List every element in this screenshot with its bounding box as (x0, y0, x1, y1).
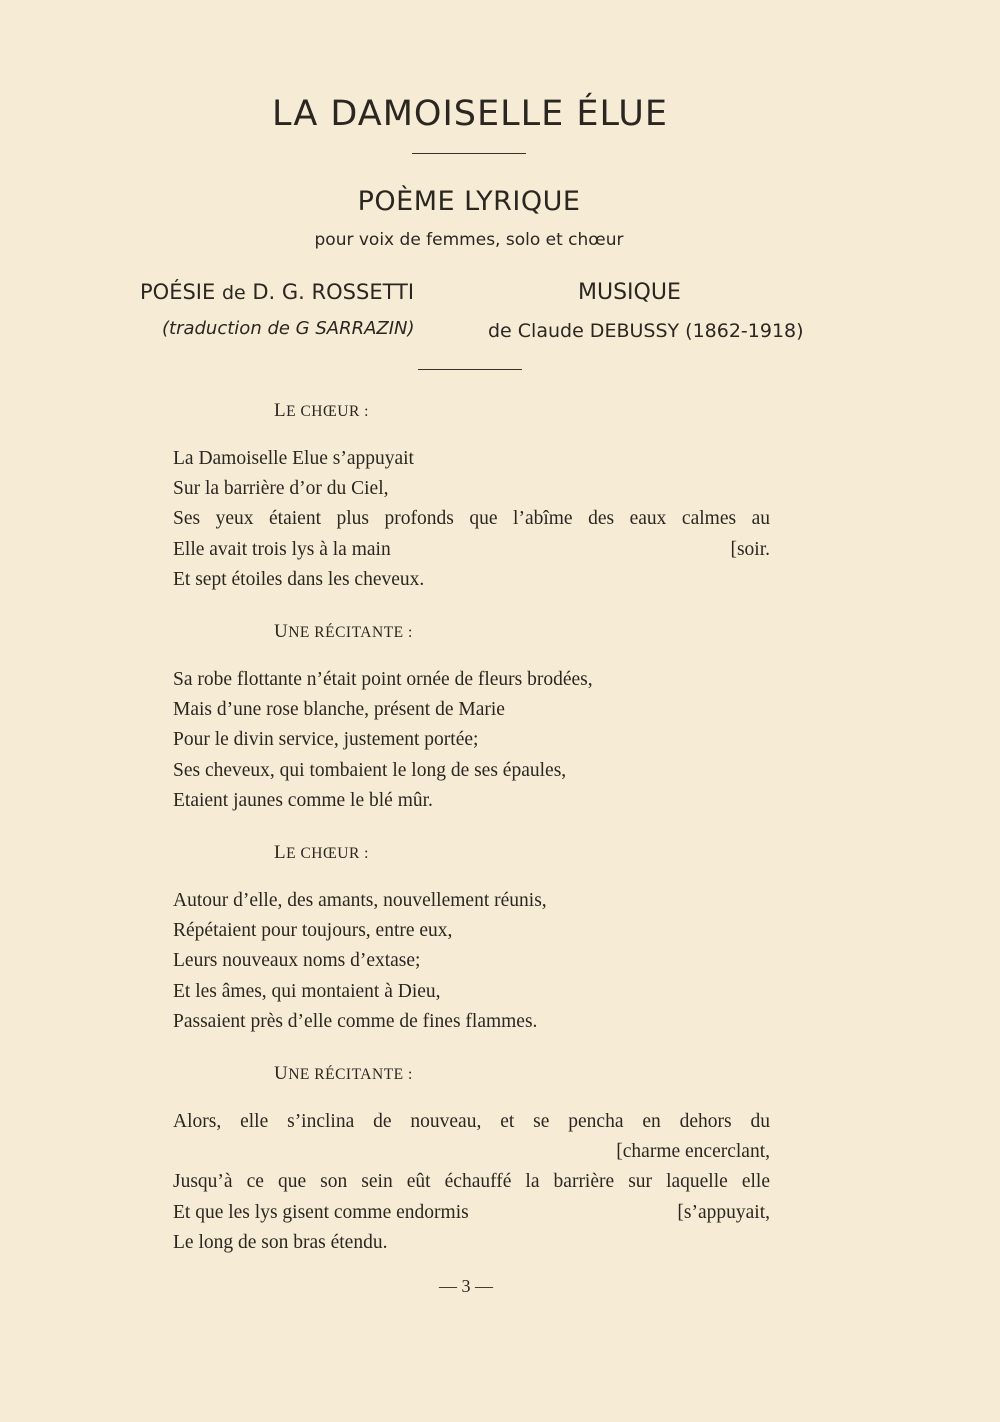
verse-line: Alors, elle s’inclina de nouveau, et se pencha en dehors du (173, 1111, 770, 1132)
verse-line-continuation: [charme encerclant, (616, 1141, 770, 1163)
verse-line: Mais d’une rose blanche, présent de Marie (173, 699, 505, 721)
poesie-de: de (221, 282, 246, 304)
verse-line: Sur la barrière d’or du Ciel, (173, 478, 389, 500)
verse-line: Et sept étoiles dans les cheveux. (173, 568, 425, 590)
verse-line: Passaient près d’elle comme de fines flammes. (173, 1010, 538, 1032)
speaker-rest: NE RÉCITANTE : (288, 624, 413, 641)
speaker-initial: L (274, 842, 287, 863)
verse-stanza (173, 665, 770, 816)
header-divider (418, 369, 522, 370)
poesie-label: POÉSIE (140, 280, 216, 304)
speaker-initial: L (274, 400, 287, 421)
speaker-heading (274, 400, 369, 422)
speaker-heading (274, 1063, 413, 1085)
verse-line: La Damoiselle Elue s’appuyait (173, 448, 414, 469)
speaker-rest: NE RÉCITANTE : (288, 1066, 413, 1083)
verse-line: Sa robe flottante n’était point ornée de fleurs brodées, (173, 669, 593, 690)
verse-line (173, 535, 770, 565)
verse-line: Ses yeux étaient plus profonds que l’abîme des eaux calmes au (173, 508, 770, 530)
verse-line-continuation: [soir. (730, 538, 770, 560)
verse-line: Et les âmes, qui montaient à Dieu, (173, 980, 441, 1002)
verse-line: Etaient jaunes comme le blé mûr. (173, 789, 433, 811)
verse-line: Ses cheveux, qui tombaient le long de ses épaules, (173, 759, 567, 781)
verse-stanza (173, 1107, 770, 1258)
voices-description: pour voix de femmes, solo et chœur (314, 230, 624, 250)
translation-credit: (traduction de G SARRAZIN) (162, 318, 415, 339)
speaker-rest: E CHŒUR : (286, 845, 369, 862)
verse-line: Le long de son bras étendu. (173, 1231, 388, 1253)
page-number: — 3 — (439, 1276, 493, 1296)
speaker-initial: U (274, 1063, 289, 1084)
verse-line: Répétaient pour toujours, entre eux, (173, 920, 453, 942)
page-subtitle: POÈME LYRIQUE (357, 186, 581, 217)
verse-line-continuation: [s’appuyait, (677, 1201, 770, 1223)
verse-line-text: Elle avait trois lys à la main (173, 538, 391, 560)
poet-name: D. G. ROSSETTI (252, 280, 415, 304)
composer-credit: de Claude DEBUSSY (1862-1918) (488, 320, 804, 342)
verse-line: Pour le divin service, justement portée; (173, 729, 479, 751)
verse-line: Autour d’elle, des amants, nouvellement réunis, (173, 890, 547, 911)
title-divider (412, 153, 526, 154)
speaker-rest: E CHŒUR : (286, 403, 369, 420)
verse-line: Jusqu’à ce que son sein eût échauffé la barrière sur laquelle elle (173, 1171, 770, 1193)
verse-line: Leurs nouveaux noms d’extase; (173, 950, 421, 972)
verse-line-text: Et que les lys gisent comme endormis (173, 1201, 469, 1223)
speaker-initial: U (274, 621, 289, 642)
speaker-heading (274, 621, 413, 643)
speaker-heading (274, 842, 369, 864)
verse-stanza (173, 444, 770, 595)
verse-line (173, 1198, 770, 1228)
page-title: LA DAMOISELLE ÉLUE (272, 94, 668, 134)
music-label: MUSIQUE (578, 280, 681, 305)
verse-stanza (173, 886, 770, 1037)
poetry-credit (140, 280, 414, 304)
